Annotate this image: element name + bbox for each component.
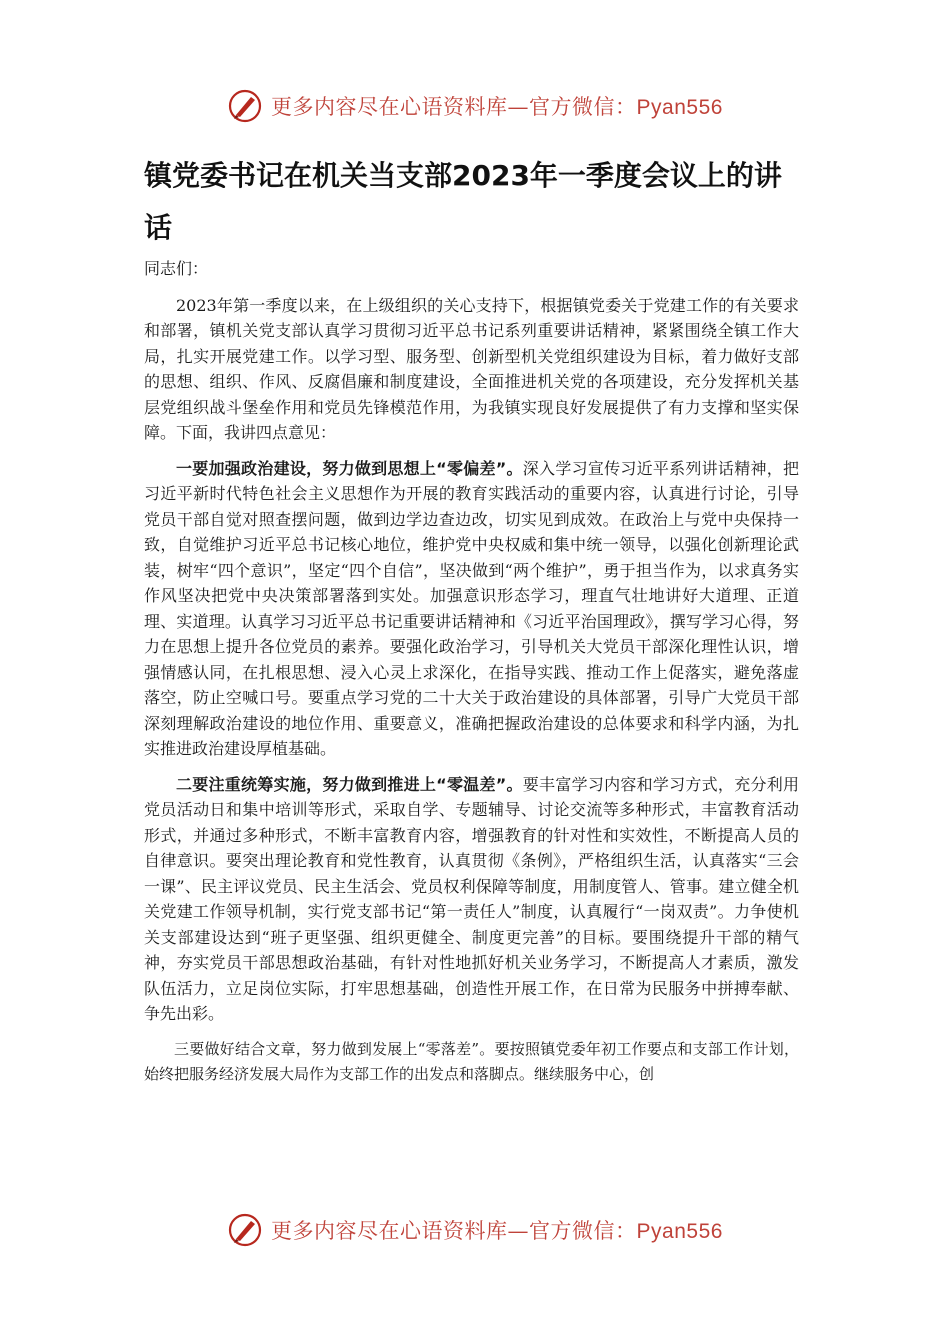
writing-pen-icon [227, 88, 263, 124]
point-one-paragraph [144, 456, 799, 762]
point-one-body: 深入学习宣传习近平系列讲话精神，把习近平新时代特色社会主义思想作为开展的教育实践活动的重要内容，认真进行讨论，引导党员干部自觉对照查摆问题，做到边学边查边改，切实见到成效。在政治上与党中央保持一致，自觉维护习近平总书记核心地位，维护党中央权威和集中统一领导，以强化创新理论武装，树牢“四个意识”，坚定“四个自信”，坚决做到“两个维护”，勇于担当作为，以求真务实作风坚决把党中央决策部署落到实处。加强意识形态学习，理直气壮地讲好大道理、正道理、实道理。认真学习习近平总书记重要讲话精神和《习近平治国理政》，撰写学习心得，努力在思想上提升各位党员的素养。要强化政治学习，引导机关大党员干部深化理性认识，增强情感认同，在扎根思想、浸入心灵上求深化，在指导实践、推动工作上促落实，避免落虚落空，防止空喊口号。要重点学习党的二十大关于政治建设的具体部署，引导广大党员干部深刻理解政治建设的地位作用、重要意义，准确把握政治建设的总体要求和科学内涵，为扎实推进政治建设厚植基础。 [144, 458, 799, 758]
point-two-paragraph [144, 772, 799, 1027]
salutation: 同志们： [144, 259, 209, 278]
watermark-top [0, 84, 950, 128]
watermark-text: 更多内容尽在心语资料库—官方微信：Pyan556 [271, 1219, 723, 1243]
point-two-body: 要丰富学习内容和学习方式，充分利用党员活动日和集中培训等形式，采取自学、专题辅导、讨论交流等多种形式，丰富教育活动形式，并通过多种形式，不断丰富教育内容，增强教育的针对性和实效性，不断提高人员的自律意识。要突出理论教育和党性教育，认真贯彻《条例》，严格组织生活，认真落实“三会一课”、民主评议党员、民主生活会、党员权利保障等制度，用制度管人、管事。建立健全机关党建工作领导机制，实行党支部书记“第一责任人”制度，认真履行“一岗双责”。力争使机关支部建设达到“班子更坚强、组织更健全、制度更完善”的目标。要围绕提升干部的精气神，夯实党员干部思想政治基础，有针对性地抓好机关业务学习，不断提高人才素质，激发队伍活力，立足岗位实际，打牢思想基础，创造性开展工作，在日常为民服务中拼搏奉献、争先出彩。 [144, 774, 799, 1023]
point-two-heading: 二要注重统筹实施，努力做到推进上“零温差”。 [176, 774, 523, 794]
point-one-heading: 一要加强政治建设，努力做到思想上“零偏差”。 [176, 458, 523, 478]
writing-pen-icon [227, 1212, 263, 1248]
document-body [144, 256, 799, 1097]
point-three-paragraph: 三要做好结合文章，努力做到发展上“零落差”。要按照镇党委年初工作要点和支部工作计划，始终把服务经济发展大局作为支部工作的出发点和落脚点。继续服务中心，创 [144, 1039, 799, 1083]
document-title: 镇党委书记在机关当支部2023年一季度会议上的讲话 [144, 159, 782, 244]
watermark-bottom [0, 1208, 950, 1252]
intro-paragraph: 2023年第一季度以来，在上级组织的关心支持下，根据镇党委关于党建工作的有关要求和部署，镇机关党支部认真学习贯彻习近平总书记系列重要讲话精神，紧紧围绕全镇工作大局，扎实开展党建工作。以学习型、服务型、创新型机关党组织建设为目标，着力做好支部的思想、组织、作风、反腐倡廉和制度建设，全面推进机关党的各项建设，充分发挥机关基层党组织战斗堡垒作用和党员先锋模范作用，为我镇实现良好发展提供了有力支撑和坚实保障。下面，我讲四点意见： [144, 295, 799, 442]
watermark-text: 更多内容尽在心语资料库—官方微信：Pyan556 [271, 95, 723, 119]
